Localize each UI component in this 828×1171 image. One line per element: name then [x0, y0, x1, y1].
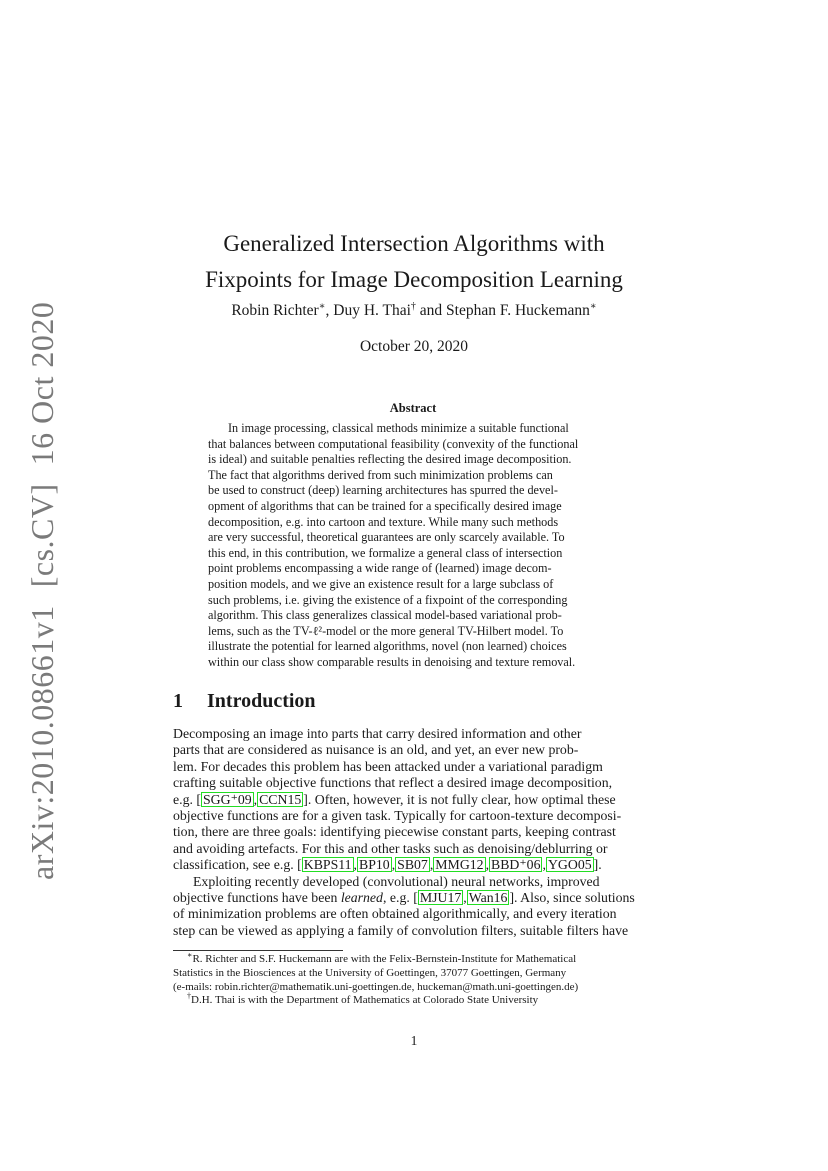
title-line: Generalized Intersection Algorithms with — [223, 231, 605, 256]
body-line: e.g. [ SGG⁺09 , CCN15 ]. Often, however, it is not fully clear, how optimal these — [173, 791, 616, 807]
abstract-line: within our class show comparable results in denoising and texture removal. — [208, 654, 576, 669]
author-list — [150, 300, 678, 322]
footnote-line — [173, 991, 655, 1008]
arxiv-category: [cs.CV] — [24, 483, 60, 588]
citation-link[interactable]: BP10 — [359, 857, 390, 873]
paper-date: October 20, 2020 — [359, 338, 469, 355]
abstract-line: such problems, i.e. giving the existence of a fixpoint of the corresponding — [208, 592, 568, 607]
arxiv-identifier-stamp — [22, 301, 62, 880]
body-line: parts that are considered as nuisance is an old, and yet, an ever new prob- — [173, 742, 579, 758]
body-line: Exploiting recently developed (convolutional) neural networks, improved — [193, 873, 600, 889]
footnote-text: D.H. Thai is with the Department of Mathematics at Colorado State University — [191, 994, 539, 1007]
footnotes — [173, 950, 655, 1008]
citation-link[interactable]: CCN15 — [259, 791, 302, 807]
emphasis-text: learned — [340, 890, 383, 906]
body-line: Decomposing an image into parts that carry desired information and other — [173, 726, 582, 741]
abstract-line: In image processing, classical methods minimize a suitable functional — [228, 421, 569, 435]
author-name: Duy H. Thai — [333, 302, 411, 319]
section-number: 1 — [173, 690, 183, 712]
citation-link[interactable]: YGO05 — [547, 857, 592, 873]
body-line: lem. For decades this problem has been attacked under a variational paradigm — [173, 758, 603, 774]
footnote-marker[interactable]: ∗ — [589, 300, 597, 312]
abstract-line: this end, in this contribution, we formalize a general class of intersection — [208, 545, 563, 560]
abstract-line: The fact that algorithms derived from such minimization problems can — [208, 467, 553, 482]
title-line: Fixpoints for Image Decomposition Learning — [205, 267, 623, 292]
footnote-text: R. Richter and S.F. Huckemann are with the Felix-Bernstein-Institute for Mathematical — [192, 953, 577, 965]
section-title-text: Introduction — [207, 690, 316, 712]
paper-title — [150, 226, 678, 298]
author-separator: and — [415, 302, 447, 319]
author-name: Robin Richter — [231, 302, 319, 319]
citation-link[interactable]: MMG12 — [435, 857, 484, 873]
body-text: , e.g. [ — [382, 890, 418, 906]
abstract-line: position models, and we give an existence result for a large subclass of — [208, 576, 554, 591]
abstract-body — [208, 421, 618, 671]
footnote-line: Statistics in the Biosciences at the University of Goettingen, 37077 Goettingen, Germany — [173, 966, 567, 979]
body-line: tion, there are three goals: identifying piecewise constant parts, keeping contrast — [173, 824, 616, 840]
footnote-marker: † — [187, 991, 191, 1001]
body-line: crafting suitable objective functions that reflect a desired image decomposition, — [173, 775, 613, 791]
footnote-marker[interactable]: ∗ — [318, 300, 326, 312]
arxiv-id: arXiv:2010.08661v1 — [24, 605, 60, 880]
abstract-heading: Abstract — [389, 401, 437, 415]
abstract-line: be used to construct (deep) learning architectures has spurred the devel- — [208, 483, 558, 498]
body-text: e.g. [ — [173, 791, 201, 807]
footnote-marker[interactable]: † — [410, 300, 416, 312]
abstract-line: lems, such as the TV-ℓ²-model or the more general TV-Hilbert model. To — [208, 623, 564, 638]
abstract-line: decomposition, e.g. into cartoon and texture. While many such methods — [208, 514, 559, 529]
abstract-line: illustrate the potential for learned algorithms, novel (non learned) choices — [208, 639, 567, 654]
body-text: classification, see e.g. [ — [173, 857, 302, 873]
body-line: of minimization problems are often obtained algorithmically, and every iteration — [173, 906, 617, 922]
page-number: 1 — [410, 1033, 418, 1048]
arxiv-date: 16 Oct 2020 — [24, 301, 60, 466]
introduction-body — [173, 726, 655, 939]
body-line: step can be viewed as applying a family of convolution filters, suitable filters have — [173, 922, 629, 938]
footnote-line: (e-mails: robin.richter@mathematik.uni-goettingen.de, huckeman@math.uni-goettingen.de) — [173, 980, 579, 993]
abstract-line: that balances between computational feasibility (convexity of the functional — [208, 436, 579, 451]
body-line: objective functions are for a given task. Typically for cartoon-texture decomposi- — [173, 808, 622, 824]
body-line: objective functions have been learned, e.g. [ MJU17 , Wan16 ]. Also, since solutions — [173, 890, 635, 906]
abstract-line: is ideal) and suitable penalties reflecting the desired image decomposition. — [208, 452, 572, 467]
abstract-line: algorithm. This class generalizes classical model-based variational prob- — [208, 608, 562, 623]
body-text: ]. — [593, 857, 602, 873]
body-text: ]. Also, since solutions — [509, 890, 635, 906]
author-separator: , — [325, 302, 334, 319]
section-heading — [173, 690, 316, 713]
citation-link[interactable]: Wan16 — [468, 890, 508, 906]
citation-link[interactable]: KBPS11 — [303, 857, 352, 873]
body-line: and avoiding artefacts. For this and other tasks such as denoising/deblurring or — [173, 840, 608, 856]
footnote-line — [173, 950, 655, 967]
abstract-line: point problems encompassing a wide range of (learned) image decom- — [208, 561, 552, 576]
body-text: ]. Often, however, it is not fully clear, how optimal these — [303, 791, 616, 807]
citation-link[interactable]: SGG⁺09 — [202, 791, 252, 807]
body-text: objective functions have been — [173, 890, 341, 906]
author-name: Stephan F. Huckemann — [446, 302, 590, 319]
footnote-marker: ∗ — [187, 950, 193, 960]
body-line: classification, see e.g. [ KBPS11 , BP10 , SB07 , MMG12 , BBD⁺06 , YGO05 ]. — [173, 857, 602, 873]
abstract-line: opment of algorithms that can be trained for a specifically desired image — [208, 498, 562, 513]
footnote-divider — [173, 950, 343, 951]
citation-link[interactable]: SB07 — [397, 857, 428, 873]
abstract-line: are very successful, theoretical guarantees are only scarcely available. To — [208, 530, 565, 545]
citation-link[interactable]: BBD⁺06 — [491, 857, 541, 873]
citation-link[interactable]: MJU17 — [419, 890, 462, 906]
